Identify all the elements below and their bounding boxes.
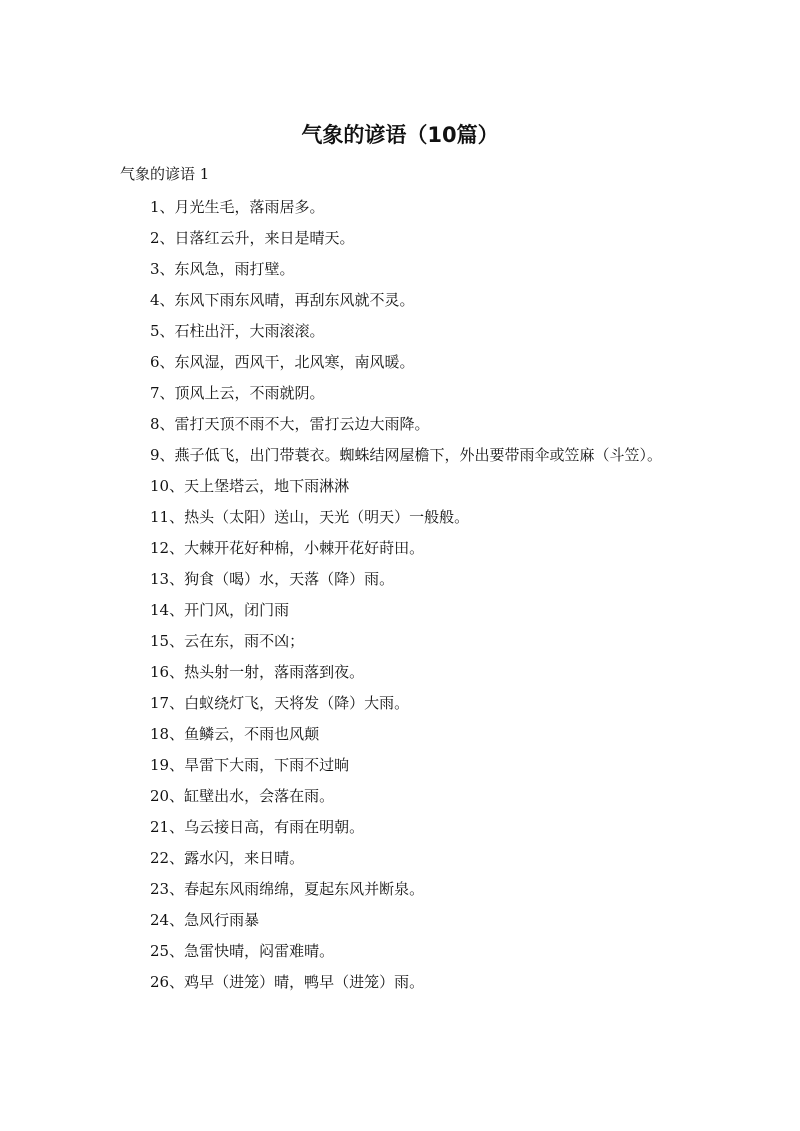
saying-item: 25、急雷快晴，闷雷难晴。 <box>150 942 335 960</box>
saying-item: 9、燕子低飞，出门带蓑衣。蜘蛛结网屋檐下，外出要带雨伞或笠麻（斗笠）。 <box>150 446 663 464</box>
sayings-list <box>120 192 680 998</box>
saying-item: 11、热头（太阳）送山，天光（明天）一般般。 <box>150 508 470 526</box>
saying-item: 4、东风下雨东风晴，再刮东风就不灵。 <box>150 291 415 309</box>
saying-item: 22、露水闪，来日晴。 <box>150 849 305 867</box>
document-title: 气象的谚语（10篇） <box>301 123 499 147</box>
saying-item: 7、顶风上云，不雨就阴。 <box>150 384 325 402</box>
saying-item: 24、急风行雨暴 <box>150 911 260 929</box>
saying-item: 17、白蚁绕灯飞，天将发（降）大雨。 <box>150 694 410 712</box>
saying-item: 3、东风急，雨打壁。 <box>150 260 295 278</box>
saying-item: 5、石柱出汗，大雨滚滚。 <box>150 322 325 340</box>
saying-item: 16、热头射一射，落雨落到夜。 <box>150 663 365 681</box>
saying-item: 18、鱼鳞云，不雨也风颠 <box>150 725 320 743</box>
saying-item: 26、鸡早（进笼）晴，鸭早（进笼）雨。 <box>150 973 425 991</box>
saying-item: 13、狗食（喝）水，天落（降）雨。 <box>150 570 395 588</box>
saying-item: 10、天上堡塔云，地下雨淋淋 <box>150 477 350 495</box>
saying-item: 14、开门风，闭门雨 <box>150 601 290 619</box>
saying-item: 19、旱雷下大雨，下雨不过晌 <box>150 756 350 774</box>
saying-item: 8、雷打天顶不雨不大，雷打云边大雨降。 <box>150 415 430 433</box>
saying-item: 6、东风湿，西风干，北风寒，南风暖。 <box>150 353 415 371</box>
saying-item: 15、云在东，雨不凶； <box>150 632 305 650</box>
section-heading: 气象的谚语 1 <box>120 165 210 183</box>
saying-item: 1、月光生毛，落雨居多。 <box>150 198 325 216</box>
saying-item: 12、大棘开花好种棉，小棘开花好莳田。 <box>150 539 425 557</box>
saying-item: 23、春起东风雨绵绵，夏起东风并断泉。 <box>150 880 425 898</box>
saying-item: 21、乌云接日高，有雨在明朝。 <box>150 818 365 836</box>
saying-item: 2、日落红云升，来日是晴天。 <box>150 229 355 247</box>
saying-item: 20、缸壁出水，会落在雨。 <box>150 787 335 805</box>
